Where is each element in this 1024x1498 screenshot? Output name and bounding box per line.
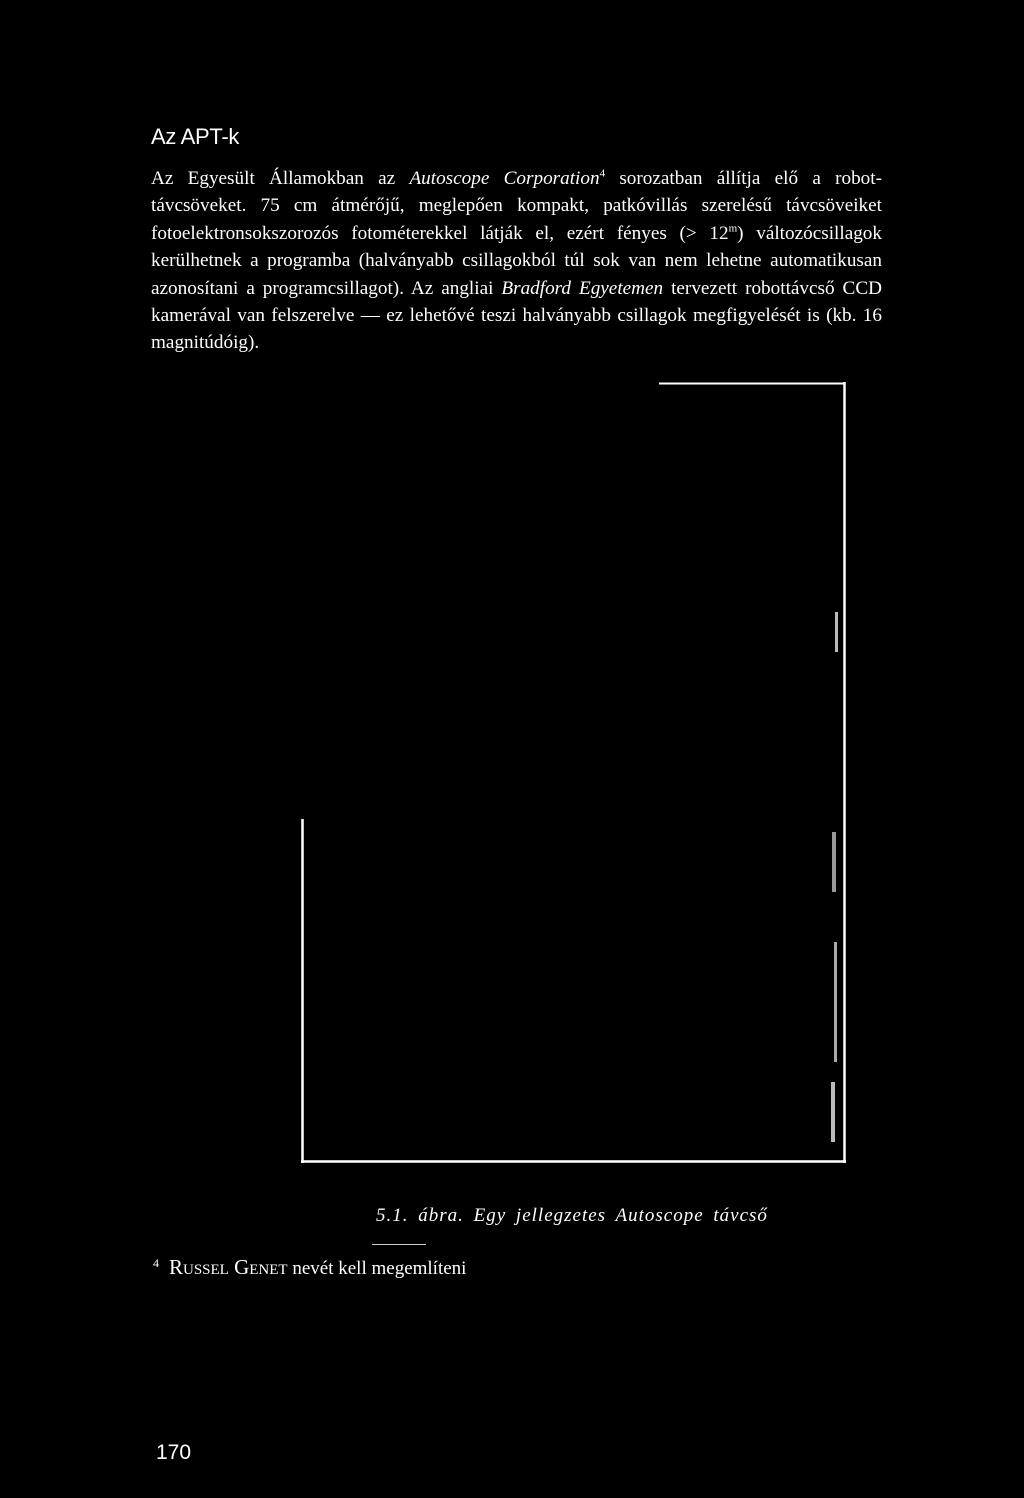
paragraph-text-2: sorozatban állítja elő a robot-távcsöveket. 75 cm átmérőjű, meglepően kompakt, patkóvillás szerelésű távcsöveiket fotoelektronsokszorozós fotométerekkel látják el, ezért fényes (> 12 (151, 168, 882, 244)
footnote-name: Russel Genet (169, 1255, 288, 1279)
footnote-divider (372, 1244, 426, 1245)
body-paragraph (151, 165, 882, 357)
figure-image-frame (301, 382, 846, 1163)
footnote-number: 4 (153, 1255, 159, 1270)
paragraph-text-3: ) változócsillagok kerülhetnek a programba (halványabb csillagokból túl sok van nem lehetne automatikusan azonosítani a programcsillagot). Az angliai (151, 222, 882, 299)
page-number: 170 (156, 1441, 192, 1464)
footnote (153, 1255, 466, 1280)
paragraph-text-4: tervezett robottávcső CCD kamerával van felszerelve — ez lehetővé teszi halványabb csillagok megfigyelését is (kb. 16 magnitúdóig). (151, 277, 882, 354)
section-heading: Az APT-k (151, 124, 240, 149)
company-name: Autoscope Corporation (409, 168, 600, 189)
footnote-reference: 4 (599, 167, 606, 180)
university-name: Bradford Egyetemen (501, 277, 664, 299)
magnitude-superscript: m (728, 222, 738, 235)
footnote-text: nevét kell megemlíteni (287, 1258, 467, 1279)
figure-outline (301, 382, 846, 1163)
figure-caption: 5.1. ábra. Egy jellegzetes Autoscope távcső (376, 1205, 768, 1226)
paragraph-text-1: Az Egyesült Államokban az (151, 168, 410, 189)
